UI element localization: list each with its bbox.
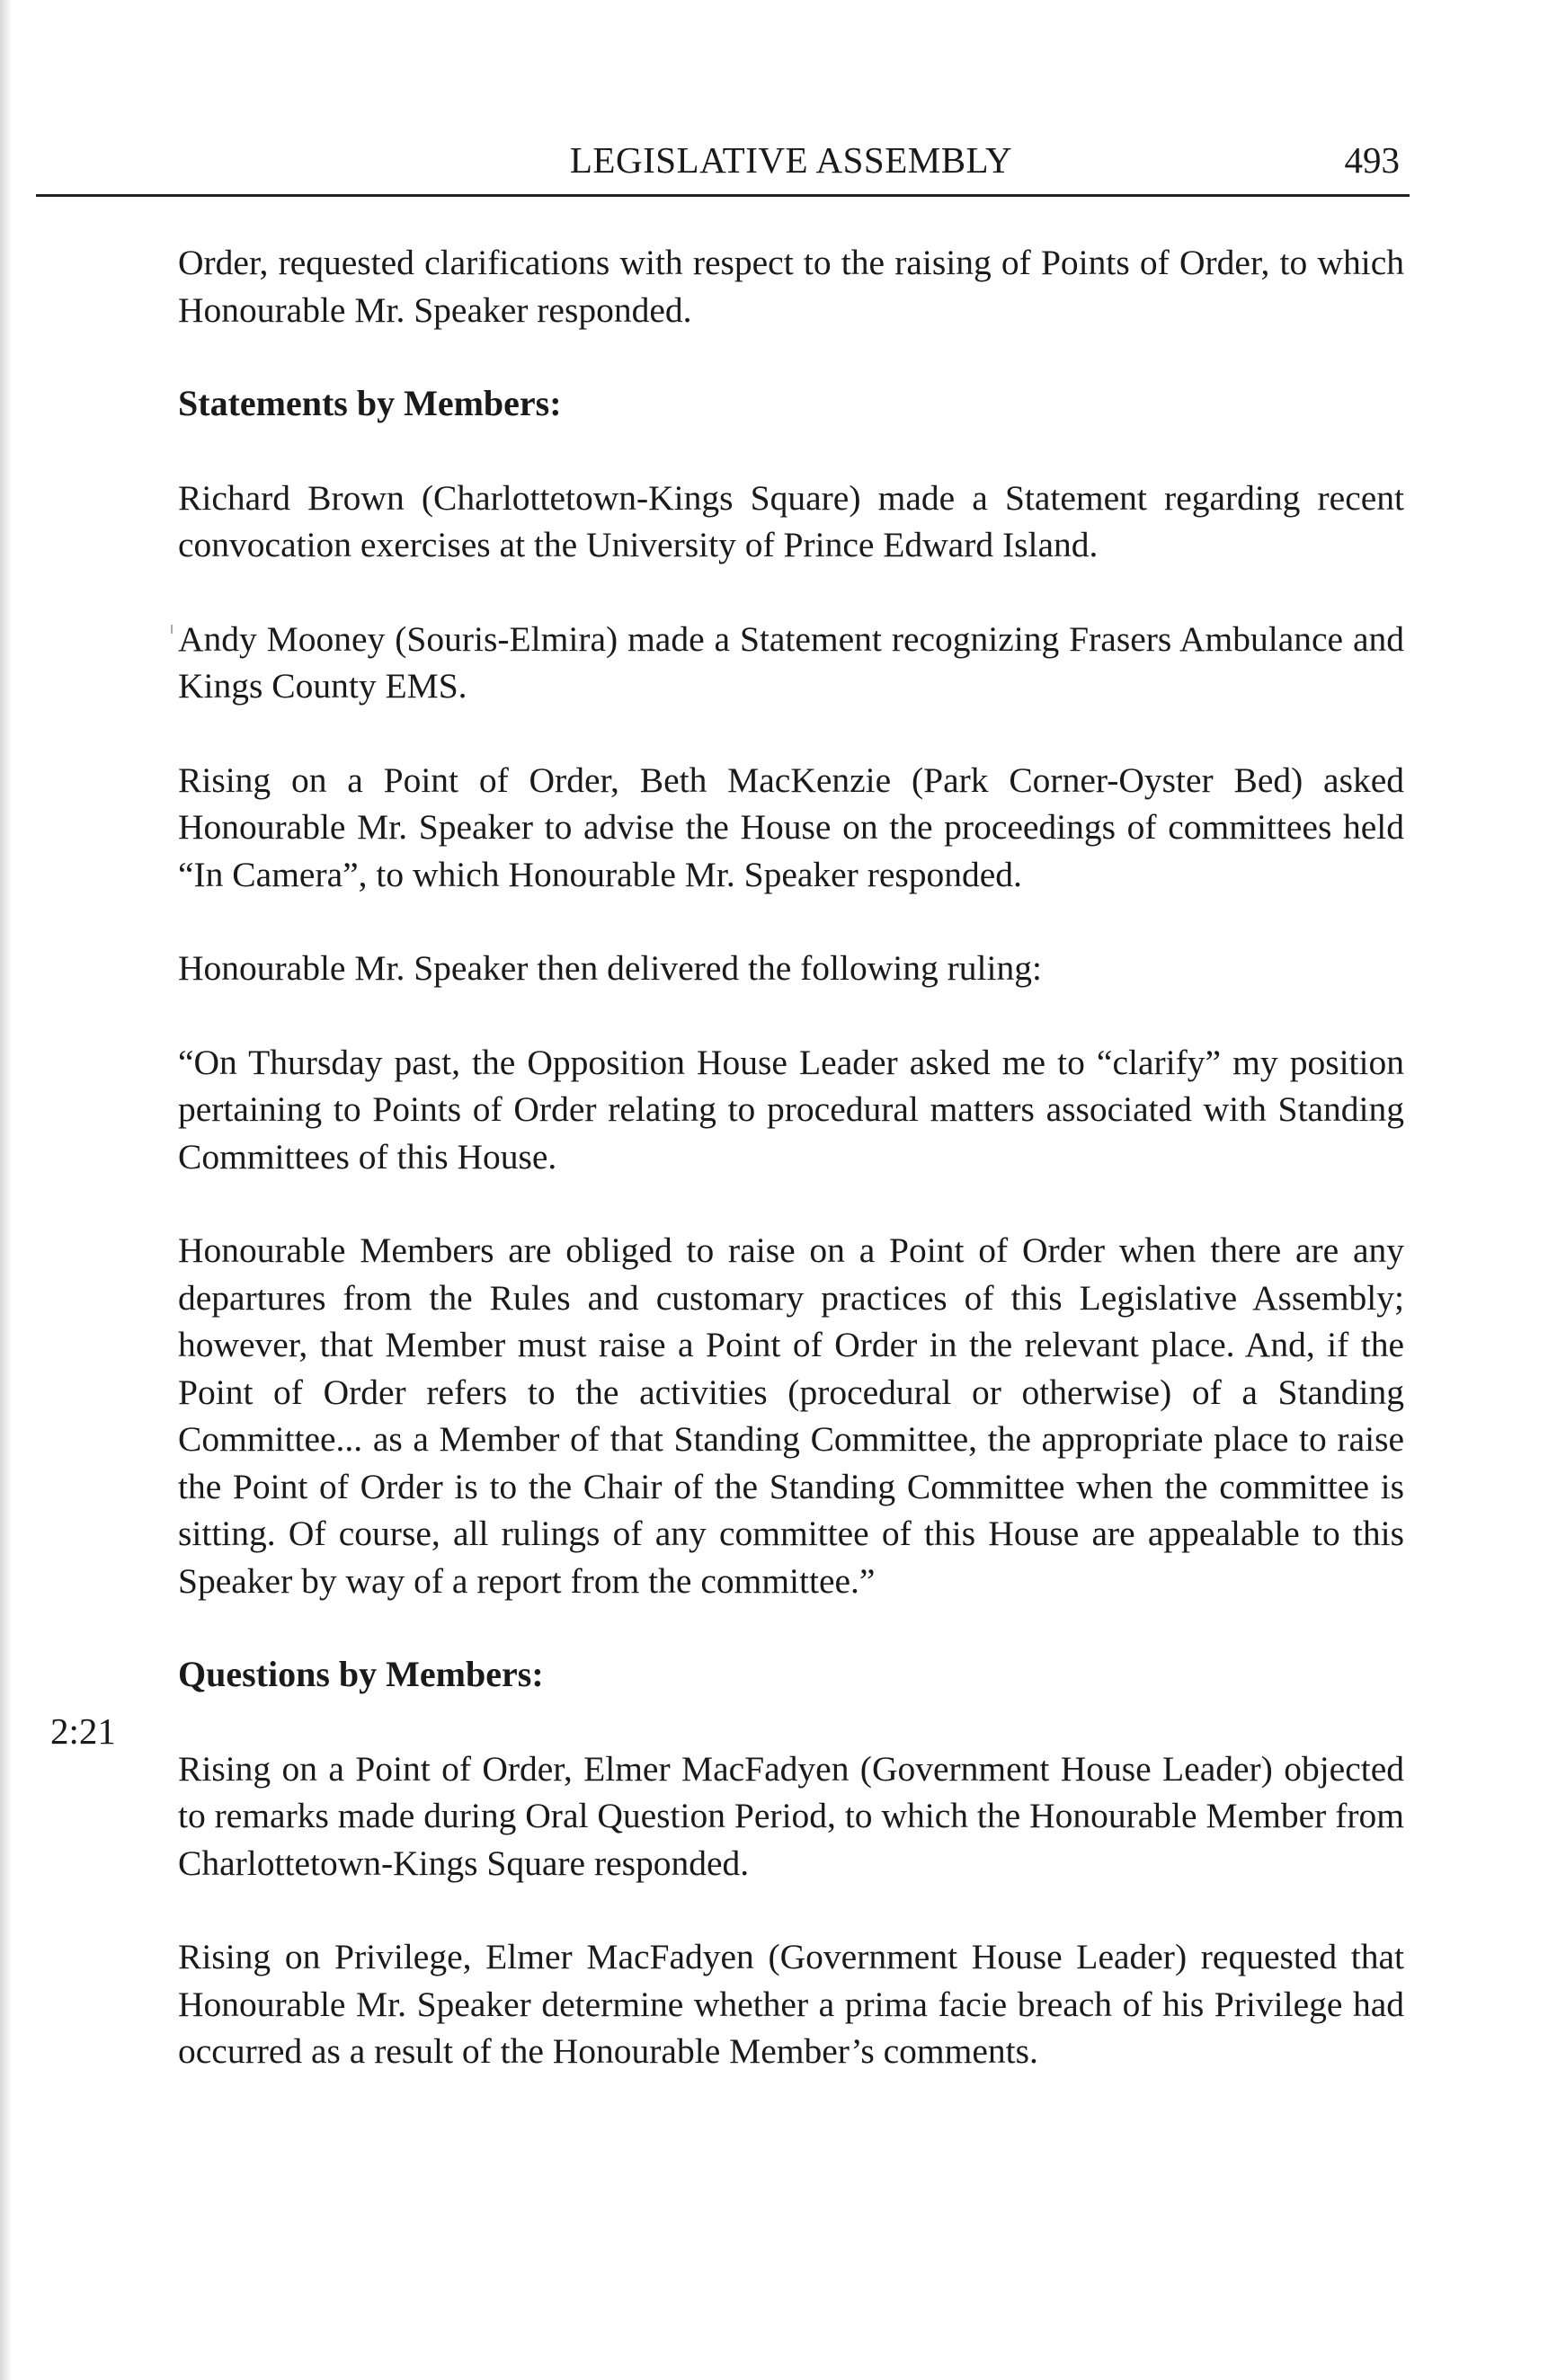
paragraph-ruling-quote-2: Honourable Members are obliged to raise on a Point of Order when there are any departures from the Rules and customary practices of this Legislative Assembly; however, that Member must raise a Point of Order in the relevant place. And, if the Point of Order refers to the activities (procedural or otherwise) of a Standing Committee... as a Member of that Standing Committee, the appropriate place to raise the Point of Order is to the Chair of the Standing Committee when the committee is sitting. Of course, all rulings of any committee of this House are appealable to this Speaker by way of a report from the committee.” bbox=[178, 1230, 1404, 1601]
paragraph-richard-brown-statement: Richard Brown (Charlottetown-Kings Square) made a Statement regarding recent convocation exercises at the University of Prince Edward Island. bbox=[178, 477, 1404, 564]
page-number: 493 bbox=[1344, 139, 1400, 181]
margin-time-note: 2:21 bbox=[50, 1710, 116, 1752]
heading-statements-by-members: Statements by Members: bbox=[178, 383, 562, 423]
journal-body bbox=[178, 239, 1404, 2122]
scan-artifact-mark bbox=[171, 625, 173, 634]
page-header bbox=[175, 135, 1407, 191]
heading-questions-by-members: Questions by Members: bbox=[178, 1654, 544, 1694]
running-head-title: LEGISLATIVE ASSEMBLY bbox=[569, 139, 1013, 181]
paragraph-ruling-quote-1: “On Thursday past, the Opposition House Leader asked me to “clarify” my position pertaining to Points of Order relating to procedural matters associated with Standing Committees of this House. bbox=[178, 1042, 1404, 1177]
paragraph-speaker-ruling-intro: Honourable Mr. Speaker then delivered the following ruling: bbox=[178, 948, 1042, 988]
paragraph-privilege-macfadyen: Rising on Privilege, Elmer MacFadyen (Government House Leader) requested that Honourable Mr. Speaker determine whether a prima facie breach of his Privilege had occurred as a result of the Honourable Member’s comments. bbox=[178, 1937, 1404, 2071]
paragraph-point-of-order-mackenzie: Rising on a Point of Order, Beth MacKenzie (Park Corner-Oyster Bed) asked Honourable Mr. Speaker to advise the House on the proceedings of committees held “In Camera”, to which Honourable Mr. Speaker responded. bbox=[178, 759, 1404, 894]
paragraph-point-of-order-macfadyen: Rising on a Point of Order, Elmer MacFadyen (Government House Leader) objected to remarks made during Oral Question Period, to which the Honourable Member from Charlottetown-Kings Square responded. bbox=[178, 1748, 1404, 1883]
header-rule bbox=[36, 194, 1410, 197]
paragraph-continuation: Order, requested clarifications with respect to the raising of Points of Order, to which Honourable Mr. Speaker responded. bbox=[178, 243, 1404, 330]
paragraph-andy-mooney-statement: Andy Mooney (Souris-Elmira) made a Statement recognizing Frasers Ambulance and Kings County EMS. bbox=[178, 618, 1404, 706]
page-edge-shadow bbox=[0, 0, 13, 2380]
